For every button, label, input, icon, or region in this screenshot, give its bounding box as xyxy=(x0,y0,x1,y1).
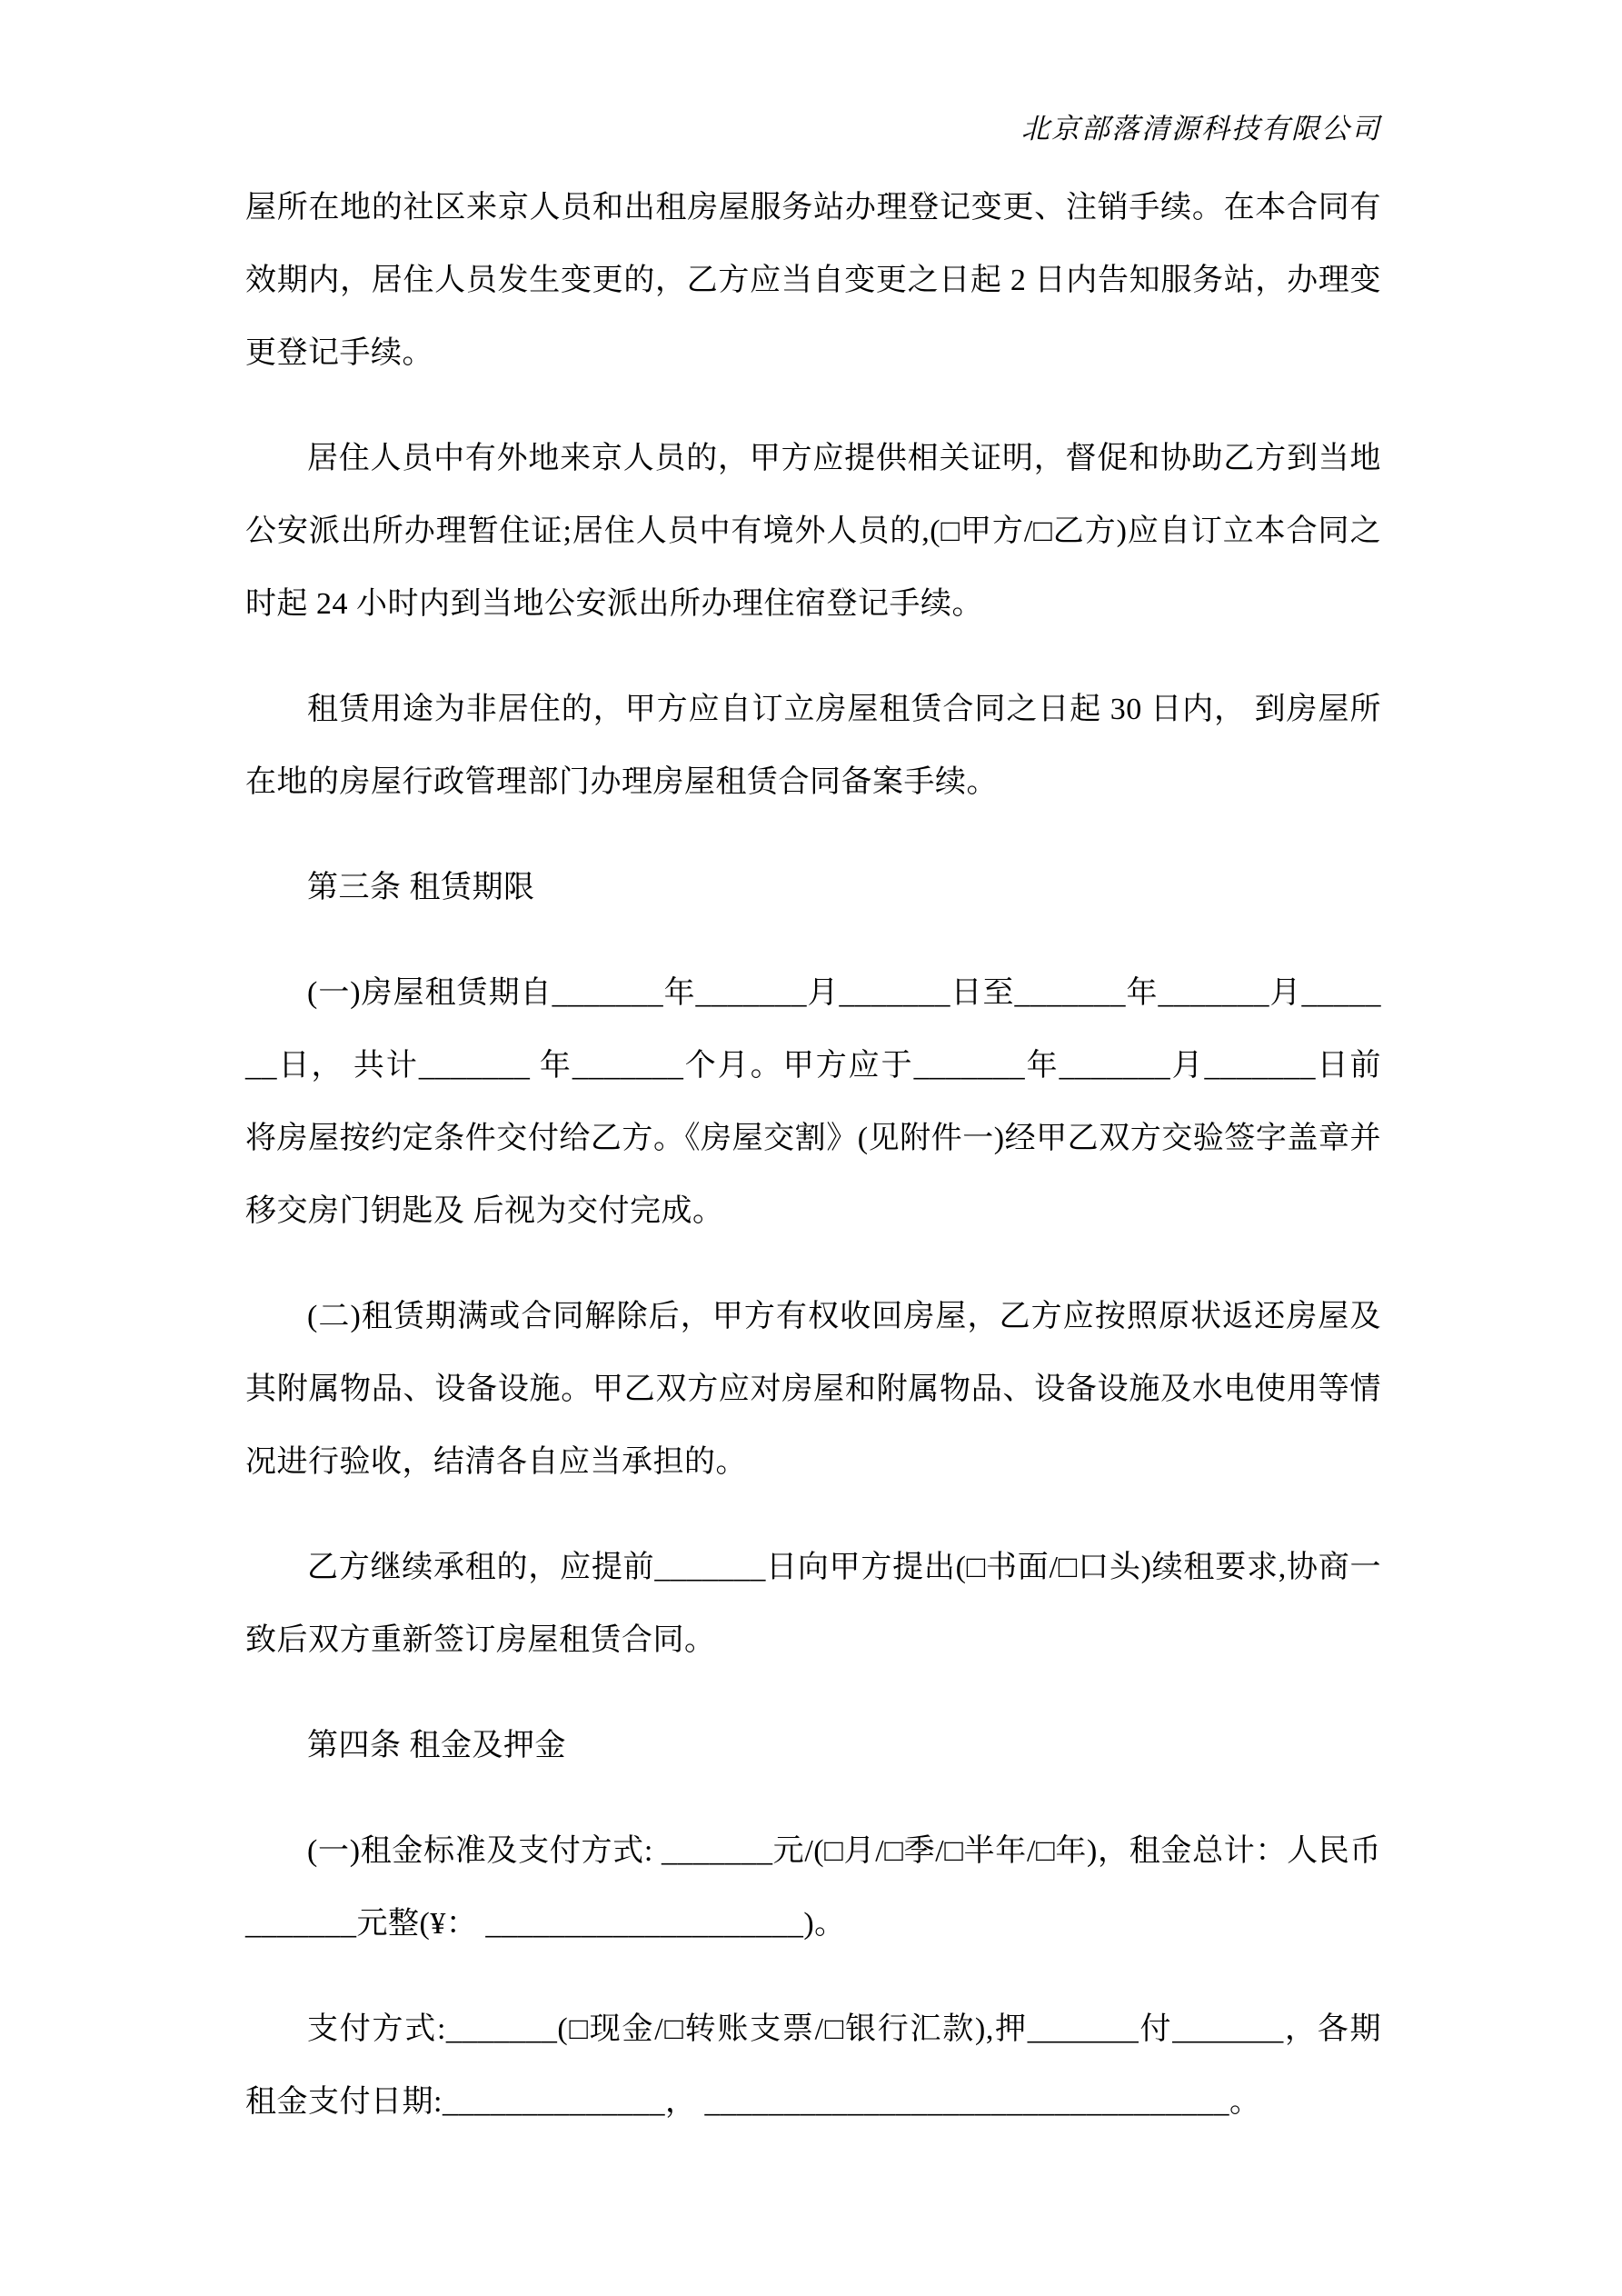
section-heading: 第三条 租赁期限 xyxy=(307,871,535,905)
paragraphs xyxy=(245,172,1381,2139)
paragraph: 居住人员中有外地来京人员的，甲方应提供相关证明，督促和协助乙方到当地公安派出所办理暂住证;居住人员中有境外人员的,(□甲方/□乙方)应自订立本合同之时起 24 小时内到当地公安派出所办理住宿登记手续。 xyxy=(245,442,1381,622)
paragraph: 租赁用途为非居住的，甲方应自订立房屋租赁合同之日起 30 日内， 到房屋所在地的房屋行政管理部门办理房屋租赁合同备案手续。 xyxy=(245,693,1381,800)
paragraph: (一)房屋租赁期自_______年_______月_______日至_______年_______月_______日， 共计_______ 年_______个月。甲方应于_______年_______月_______日前将房屋按约定条件交付给乙方。《房屋交割》(见附件一)经甲乙双方交验签字盖章并移交房门钥匙及 后视为交付完成。 xyxy=(245,976,1381,1229)
section-heading: 第四条 租金及押金 xyxy=(307,1729,566,1763)
paragraph: (二)租赁期满或合同解除后，甲方有权收回房屋，乙方应按照原状返还房屋及其附属物品、设备设施。甲乙双方应对房屋和附属物品、设备设施及水电使用等情况进行验收，结清各自应当承担的。 xyxy=(245,1300,1381,1480)
paragraph: 屋所在地的社区来京人员和出租房屋服务站办理登记变更、注销手续。在本合同有效期内，居住人员发生变更的，乙方应当自变更之日起 2 日内告知服务站，办理变更登记手续。 xyxy=(245,191,1381,371)
document-body xyxy=(245,172,1381,2139)
paragraph: 乙方继续承租的，应提前_______日向甲方提出(□书面/□口头)续租要求,协商一致后双方重新签订房屋租赁合同。 xyxy=(245,1551,1381,1658)
paragraph: (一)租金标准及支付方式: _______元/(□月/□季/□半年/□年)，租金总计：人民币_______元整(¥： ____________________)。 xyxy=(245,1834,1381,1942)
paragraph: 支付方式:_______(□现金/□转账支票/□银行汇款),押_______付_______，各期租金支付日期:______________， _________________________________。 xyxy=(245,2012,1381,2120)
company-header: 北京部落清源科技有限公司 xyxy=(1021,113,1381,145)
